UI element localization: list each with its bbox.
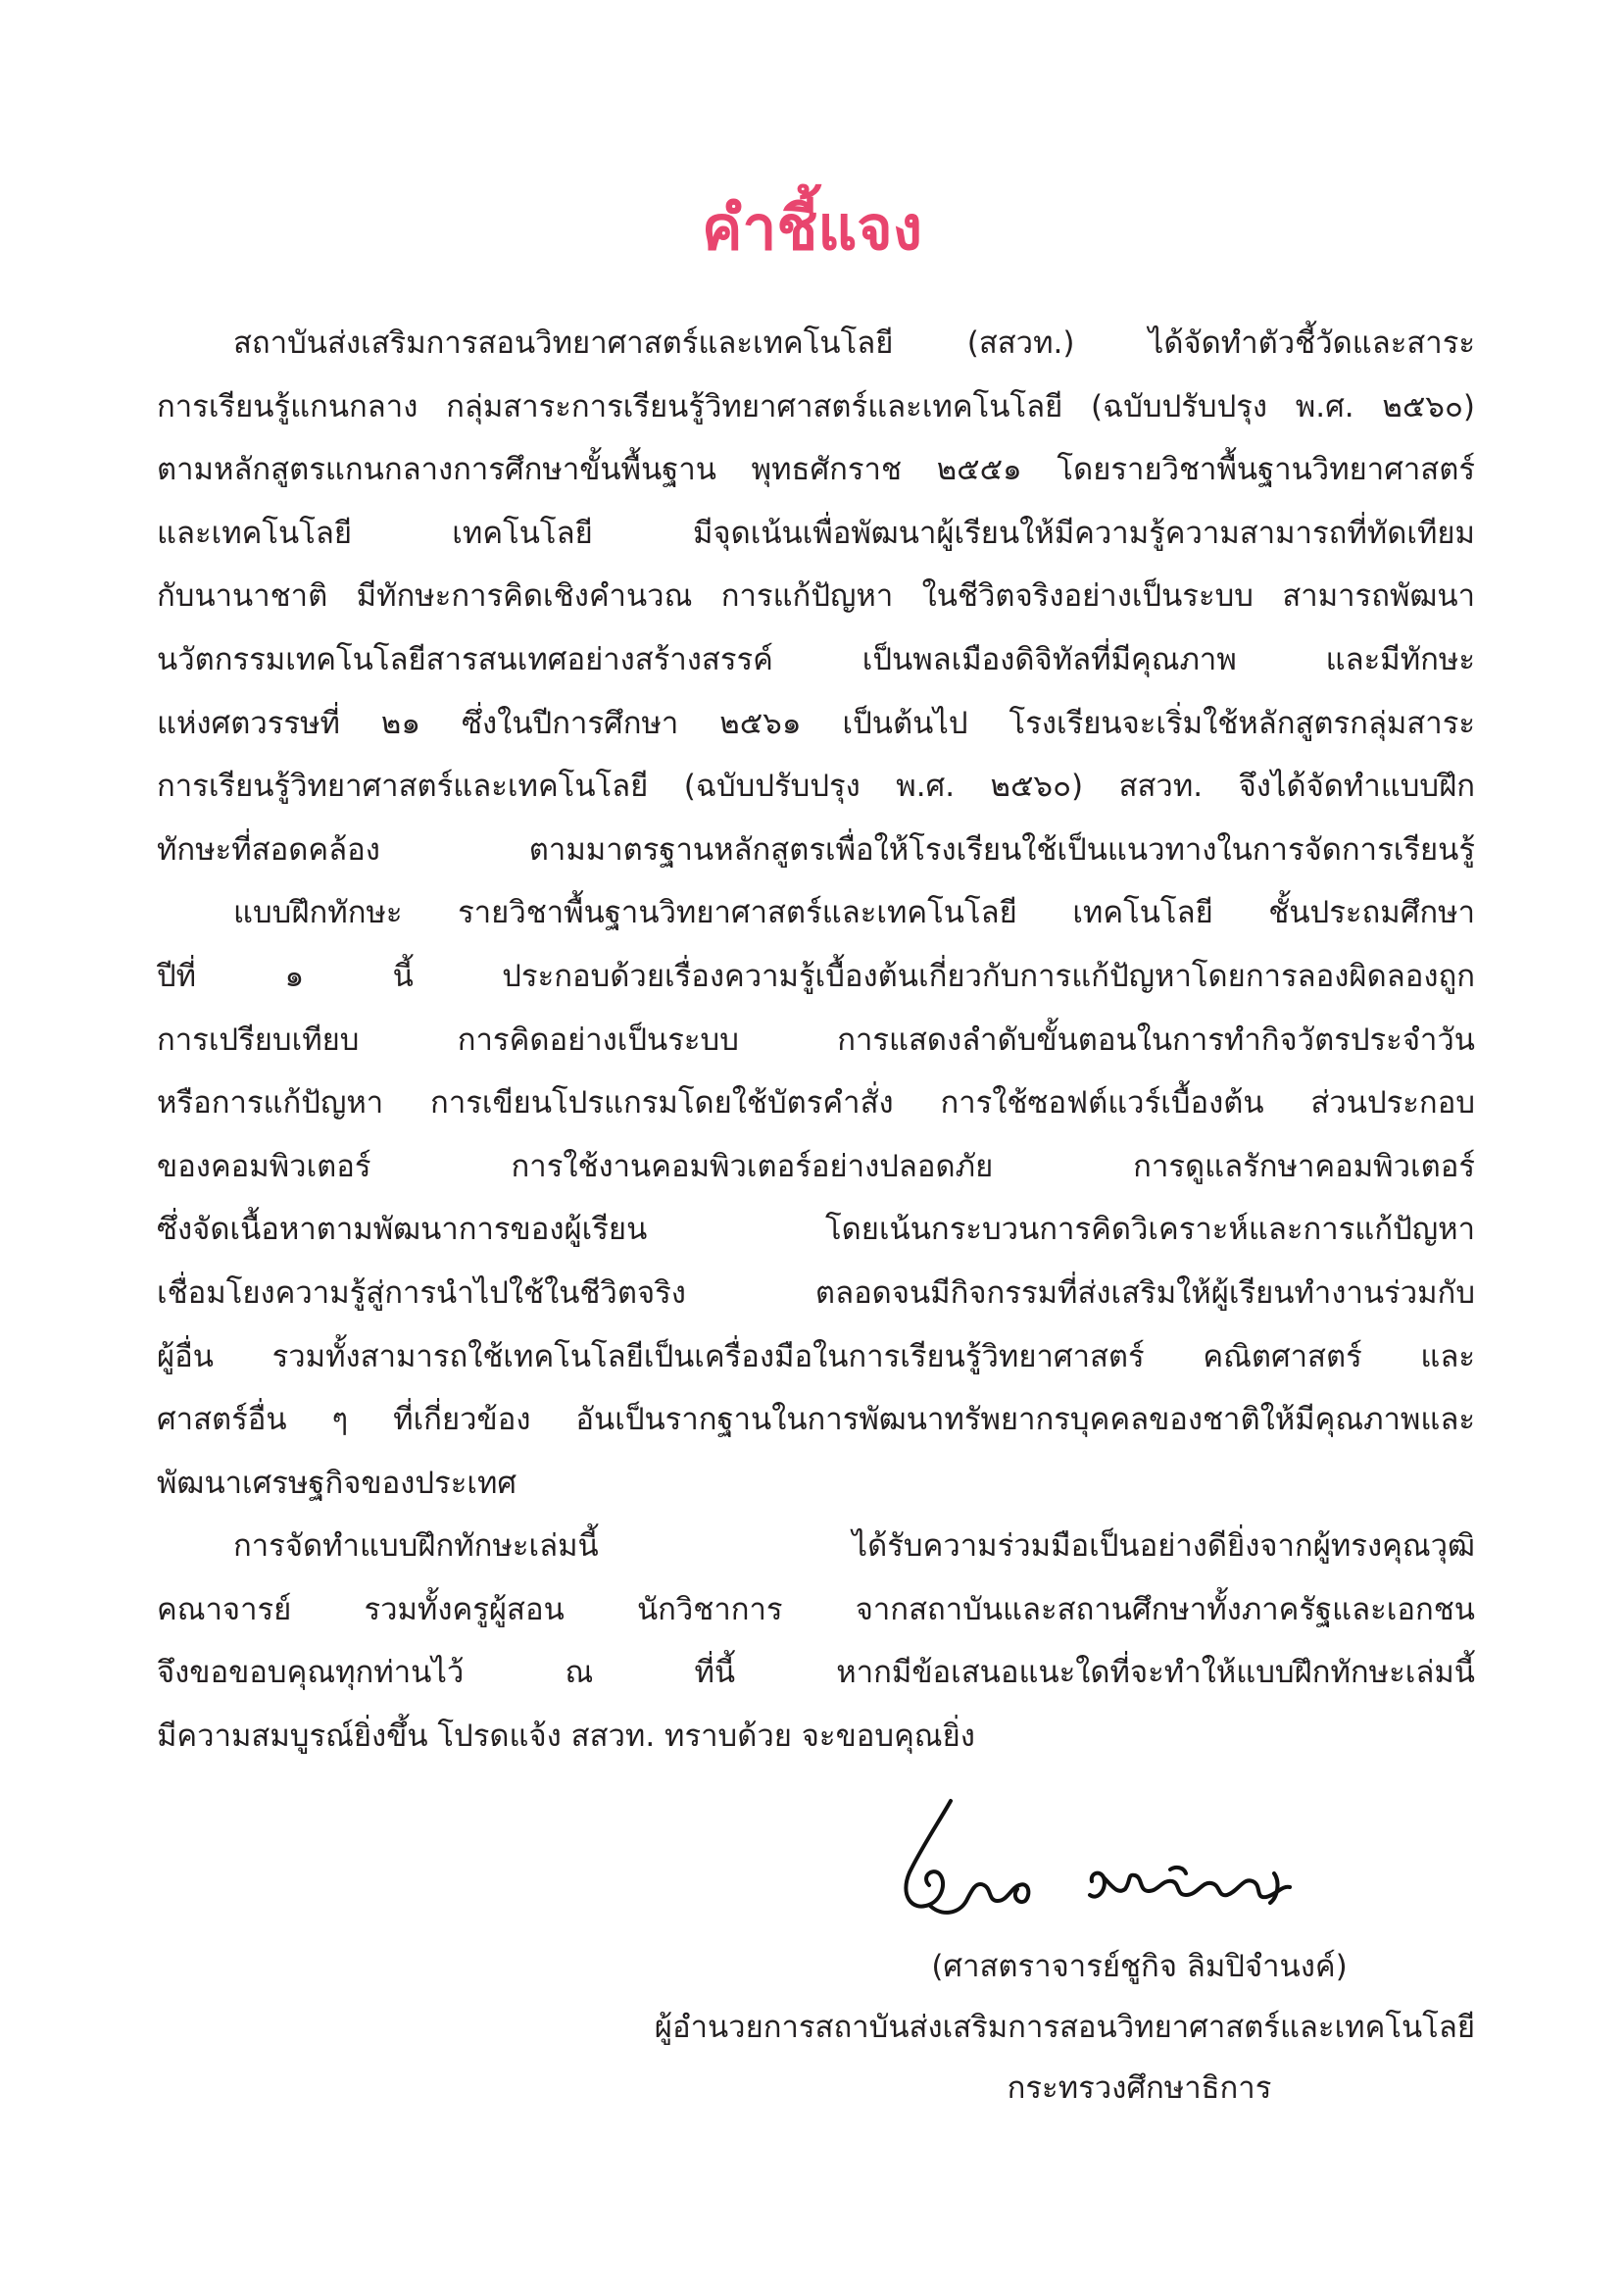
text-line: แห่งศตวรรษที่ ๒๑ ซึ่งในปีการศึกษา ๒๕๖๑ เป็นต้นไป โรงเรียนจะเริ่มใช้หลักสูตรกลุ่มสาระ	[157, 705, 1475, 741]
text-line: การเปรียบเทียบ การคิดอย่างเป็นระบบ การแสดงลำดับขั้นตอนในการทำกิจวัตรประจำวัน	[157, 1022, 1475, 1058]
paragraph-2	[157, 881, 1475, 1515]
page-title: คำชี้แจง	[702, 192, 922, 264]
text-line: เชื่อมโยงความรู้สู่การนำไปใช้ในชีวิตจริง ตลอดจนมีกิจกรรมที่ส่งเสริมให้ผู้เรียนทำงานร่วมกับ	[157, 1274, 1475, 1311]
text-line: ของคอมพิวเตอร์ การใช้งานคอมพิวเตอร์อย่างปลอดภัย การดูแลรักษาคอมพิวเตอร์	[157, 1148, 1475, 1184]
signatory-name: (ศาสตราจารย์ชูกิจ ลิมปิจำนงค์)	[931, 1949, 1348, 1984]
text-line: ตามหลักสูตรแกนกลางการศึกษาขั้นพื้นฐาน พุทธศักราช ๒๕๕๑ โดยรายวิชาพื้นฐานวิทยาศาสตร์	[157, 452, 1475, 488]
text-line: นวัตกรรมเทคโนโลยีสารสนเทศอย่างสร้างสรรค์ เป็นพลเมืองดิจิทัลที่มีคุณภาพ และมีทักษะ	[157, 641, 1475, 677]
text-line: ศาสตร์อื่น ๆ ที่เกี่ยวข้อง อันเป็นรากฐานในการพัฒนาทรัพยากรบุคคลของชาติให้มีคุณภาพและ	[157, 1402, 1475, 1438]
signatory-organization: กระทรวงศึกษาธิการ	[1007, 2070, 1272, 2106]
text-line: มีความสมบูรณ์ยิ่งขึ้น โปรดแจ้ง สสวท. ทราบด้วย จะขอบคุณยิ่ง	[157, 1719, 975, 1755]
handwritten-signature	[882, 1779, 1313, 1926]
signatory-position: ผู้อำนวยการสถาบันส่งเสริมการสอนวิทยาศาสตร์และเทคโนโลยี	[654, 2010, 1475, 2045]
text-line: จึงขอขอบคุณทุกท่านไว้ ณ ที่นี้ หากมีข้อเสนอแนะใดที่จะทำให้แบบฝึกทักษะเล่มนี้	[157, 1655, 1475, 1691]
paragraph-1	[157, 312, 1475, 881]
text-line: สถาบันส่งเสริมการสอนวิทยาศาสตร์และเทคโนโลยี (สสวท.) ได้จัดทำตัวชี้วัดและสาระ	[233, 325, 1475, 361]
text-line: แบบฝึกทักษะ รายวิชาพื้นฐานวิทยาศาสตร์และเทคโนโลยี เทคโนโลยี ชั้นประถมศึกษา	[233, 895, 1475, 931]
text-line: การจัดทำแบบฝึกทักษะเล่มนี้ ได้รับความร่วมมือเป็นอย่างดียิ่งจากผู้ทรงคุณวุฒิ	[233, 1528, 1475, 1565]
text-line: ซึ่งจัดเนื้อหาตามพัฒนาการของผู้เรียน โดยเน้นกระบวนการคิดวิเคราะห์และการแก้ปัญหา	[157, 1212, 1475, 1248]
text-line: กับนานาชาติ มีทักษะการคิดเชิงคำนวณ การแก้ปัญหา ในชีวิตจริงอย่างเป็นระบบ สามารถพัฒนา	[157, 578, 1475, 615]
text-line: ผู้อื่น รวมทั้งสามารถใช้เทคโนโลยีเป็นเครื่องมือในการเรียนรู้วิทยาศาสตร์ คณิตศาสตร์ และ	[157, 1338, 1475, 1374]
text-line: และเทคโนโลยี เทคโนโลยี มีจุดเน้นเพื่อพัฒนาผู้เรียนให้มีความรู้ความสามารถที่ทัดเทียม	[157, 515, 1475, 551]
body-text	[157, 312, 1475, 1769]
text-line: หรือการแก้ปัญหา การเขียนโปรแกรมโดยใช้บัตรคำสั่ง การใช้ซอฟต์แวร์เบื้องต้น ส่วนประกอบ	[157, 1085, 1475, 1122]
text-line: ทักษะที่สอดคล้อง ตามมาตรฐานหลักสูตรเพื่อให้โรงเรียนใช้เป็นแนวทางในการจัดการเรียนรู้	[157, 831, 1475, 868]
text-line: การเรียนรู้แกนกลาง กลุ่มสาระการเรียนรู้วิทยาศาสตร์และเทคโนโลยี (ฉบับปรับปรุง พ.ศ. ๒๕๖๐)	[157, 388, 1475, 424]
paragraph-3	[157, 1515, 1475, 1768]
text-line: คณาจารย์ รวมทั้งครูผู้สอน นักวิชาการ จากสถาบันและสถานศึกษาทั้งภาครัฐและเอกชน	[157, 1591, 1475, 1627]
text-line: การเรียนรู้วิทยาศาสตร์และเทคโนโลยี (ฉบับปรับปรุง พ.ศ. ๒๕๖๐) สสวท. จึงได้จัดทำแบบฝึก	[157, 769, 1475, 805]
text-line: ปีที่ ๑ นี้ ประกอบด้วยเรื่องความรู้เบื้องต้นเกี่ยวกับการแก้ปัญหาโดยการลองผิดลองถูก	[157, 958, 1475, 994]
text-line: พัฒนาเศรษฐกิจของประเทศ	[157, 1465, 517, 1501]
